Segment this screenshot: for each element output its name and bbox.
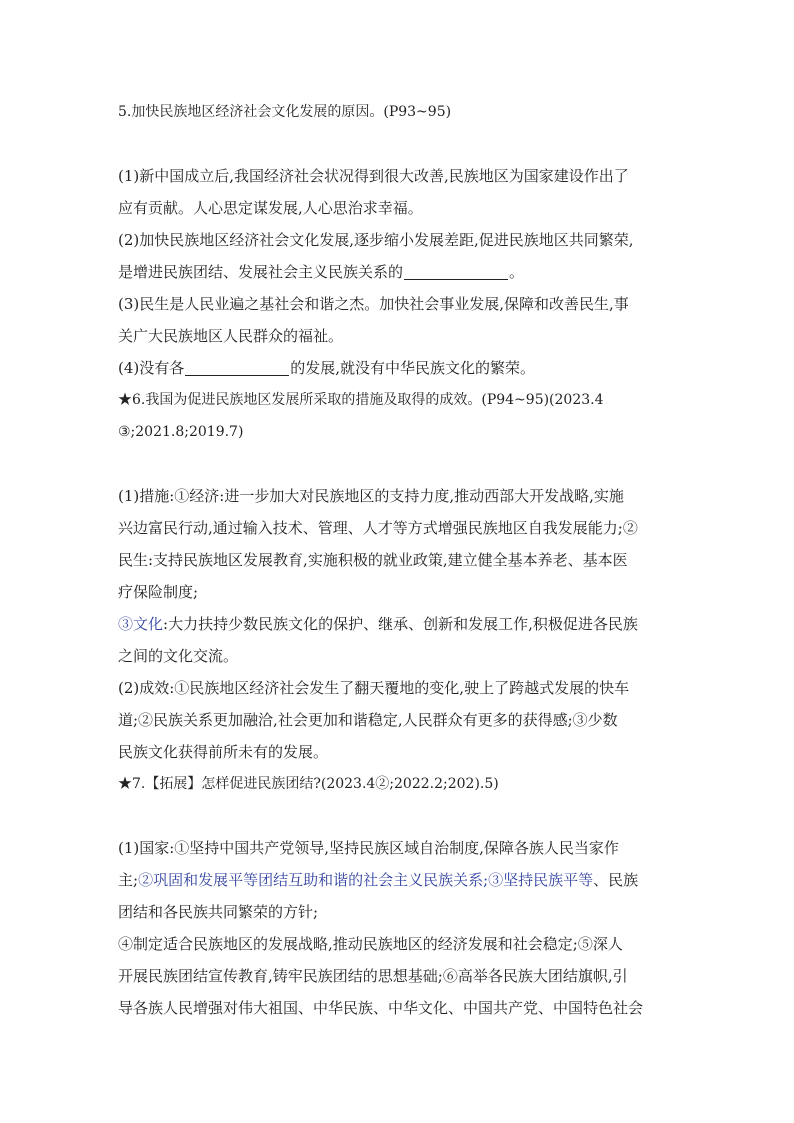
question-6-title: ★6.我国为促进民族地区发展所采取的措施及取得的成效。(P94~95)(2023.4 xyxy=(118,392,604,408)
q6-line-1: (1)措施:①经济:进一步加大对民族地区的支持力度,推动西部大开发战略,实施 xyxy=(118,487,624,505)
q7-line-1: (1)国家:①坚持中国共产党领导,坚持民族区域自治制度,保障各族人民当家作 xyxy=(118,839,619,857)
q6-line-9: 民族文化获得前所未有的发展。 xyxy=(118,743,329,761)
q7-line-5: 开展民族团结宣传教育,铸牢民族团结的思想基础;⑥高举各民族大团结旗帜,引 xyxy=(118,967,628,985)
q5-line-2: 应有贡献。人心思定谋发展,人心思治求幸福。 xyxy=(118,199,423,217)
fill-in-blank[interactable] xyxy=(185,357,289,376)
q5-line-4-end: 。 xyxy=(509,263,525,281)
spacer xyxy=(118,800,678,832)
q5-line-7 xyxy=(118,352,678,384)
q7-line-4: ④制定适合民族地区的发展战略,推动民族地区的经济发展和社会稳定;⑤深人 xyxy=(118,935,623,953)
q6-line-4: 疗保险制度; xyxy=(118,583,199,601)
q5-line-4-text: 是增进民族团结、发展社会主义民族关系的 xyxy=(118,263,404,281)
spacer xyxy=(118,448,678,480)
q7-line-6: 导各族人民增强对伟大祖国、中华民族、中华文化、中国共产党、中国特色社会 xyxy=(118,999,644,1017)
q7-line-2 xyxy=(118,864,678,896)
q6-line-5 xyxy=(118,608,678,640)
q5-line-6: 关广大民族地区人民群众的福祉。 xyxy=(118,327,344,345)
q6-line-5-text: :大力扶持少数民族文化的保护、继承、创新和发展工作,积极促进各民族 xyxy=(163,615,638,633)
q7-line-3: 团结和各民族共同繁荣的方针; xyxy=(118,903,319,921)
q5-line-5: (3)民生是人民业遍之基社会和谐之杰。加快社会事业发展,保障和改善民生,事 xyxy=(118,295,629,313)
document-content xyxy=(118,96,678,1024)
question-5-title: 5.加快民族地区经济社会文化发展的原因。(P93~95) xyxy=(118,104,452,120)
question-6-title-cont: ③;2021.8;2019.7) xyxy=(118,424,244,440)
q5-line-1: (1)新中国成立后,我国经济社会状况得到很大改善,民族地区为国家建设作出了 xyxy=(118,167,629,185)
spacer xyxy=(118,128,678,160)
q7-line-2-start: 主; xyxy=(118,871,139,889)
q5-line-7-end: 的发展,就没有中华民族文化的繁荣。 xyxy=(290,359,536,377)
q6-line-7: (2)成效:①民族地区经济社会发生了翻天覆地的变化,驶上了跨越式发展的快车 xyxy=(118,679,630,697)
highlighted-text: ③文化 xyxy=(118,615,164,633)
q7-line-2-end: 、民族 xyxy=(593,871,639,889)
q6-line-6: 之间的文化交流。 xyxy=(118,647,239,665)
fill-in-blank[interactable] xyxy=(404,261,508,280)
q6-line-3: 民生:支持民族地区发展教育,实施积极的就业政策,建立健全基本养老、基本医 xyxy=(118,551,628,569)
q5-line-3: (2)加快民族地区经济社会文化发展,逐步缩小发展差距,促进民族地区共同繁荣, xyxy=(118,231,634,249)
q5-line-7-text: (4)没有各 xyxy=(118,359,185,377)
highlighted-text: ②巩固和发展平等团结互助和谐的社会主义民族关系;③坚持民族平等 xyxy=(138,871,594,889)
q6-line-8: 道;②民族关系更加融洽,社会更加和谐稳定,人民群众有更多的获得感;③少数 xyxy=(118,711,618,729)
q6-line-2: 兴边富民行动,通过输入技术、管理、人才等方式增强民族地区自我发展能力;② xyxy=(118,519,638,537)
question-7-title: ★7.【拓展】怎样促进民族团结?(2023.4②;2022.2;202).5) xyxy=(118,776,499,792)
q5-line-4 xyxy=(118,256,678,288)
